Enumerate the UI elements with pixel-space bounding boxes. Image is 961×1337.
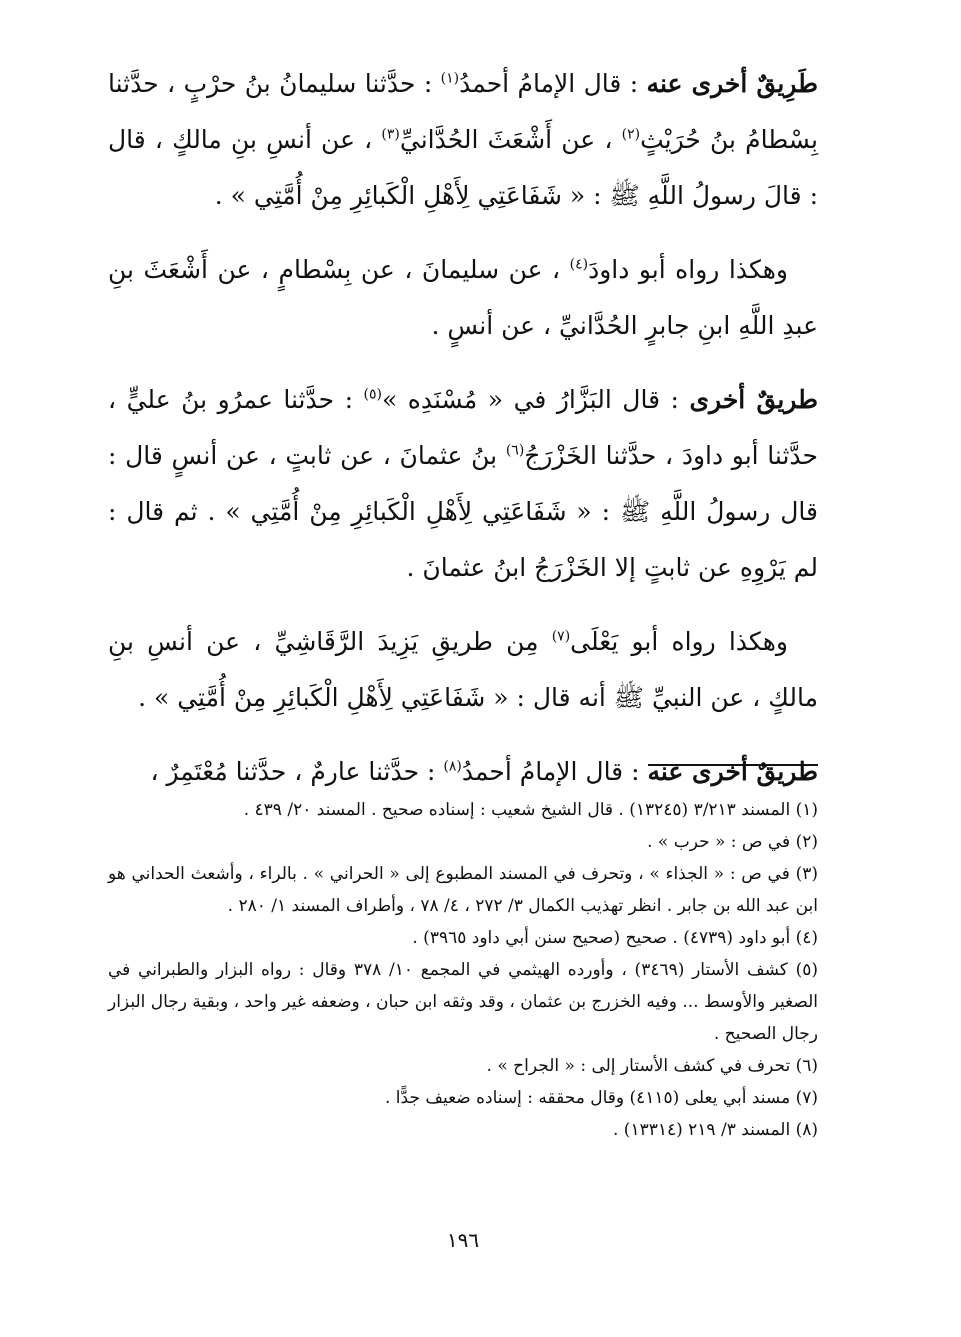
text-segment: ، عن أنسِ بنِ مالكٍ ، قال : قالَ رسولُ اللَّهِ ﷺ : « شَفَاعَتِي لِأَهْلِ الْكَبائِرِ مِنْ أُمَّتِي » . [108, 125, 818, 210]
text-segment: ، عن أَشْعَثَ الحُدَّانيِّ [399, 125, 622, 154]
footnote: (٥) كشف الأستار (٣٤٦٩) ، وأورده الهيثمي في المجمع ١٠/ ٣٧٨ وقال : رواه البزار والطبراني في الصغير والأوسط ... وفيه الخزرج بن عثمان ، وقد وثقه ابن حبان ، وضعفه غير واحد ، وبقية رجال البزار رجال الصحيح . [108, 960, 819, 1044]
footnote: (٤) أبو داود (٤٧٣٩) . صحيح (صحيح سنن أبي داود ٣٩٦٥) . [412, 928, 818, 948]
text-segment: : حدَّثنا سليمانُ بنُ حرْبٍ ، حدَّثنا بِسْطامُ بنُ حُرَيْثٍ [108, 69, 819, 154]
page-number: ١٩٦ [446, 1228, 480, 1252]
text-segment: وهكذا رواه أبو داودَ [588, 255, 789, 284]
footnote: (٢) في ص : « حرب » . [647, 832, 818, 852]
footnote-ref[interactable]: (٥) [363, 386, 382, 403]
paragraph-lead: طريقٌ أخرى [689, 385, 818, 414]
text-segment: : حدَّثنا عارمٌ ، حدَّثنا مُعْتَمِرٌ ، [150, 757, 444, 786]
footnote-ref[interactable]: (١) [440, 70, 460, 87]
footnote-ref[interactable]: (٤) [569, 256, 589, 273]
paragraph-lead: طَرِيقٌ أخرى عنه [646, 69, 818, 98]
text-segment: بنُ عثمانَ ، عن ثابتٍ ، عن أنسٍ قال : قال رسولُ اللَّهِ ﷺ : « شَفَاعَتِي لِأَهْلِ الْكَبائِرِ مِنْ أُمَّتِي » . ثم قال : لم يَرْوِهِ عن ثابتٍ إلا الخَزْرَجُ ابنُ عثمانَ . [108, 441, 818, 582]
text-segment: وهكذا رواه أبو يَعْلَى [570, 627, 788, 656]
paragraph [108, 744, 818, 800]
text-segment: ، عن سليمانَ ، عن بِسْطامٍ ، عن أَشْعَثَ بنِ عبدِ اللَّهِ ابنِ جابرٍ الحُدَّانيِّ ، عن أنسٍ . [108, 255, 818, 340]
footnote-ref[interactable]: (٣) [381, 126, 400, 143]
text-segment: : حدَّثنا عمرُو بنُ عليٍّ ، حدَّثنا أبو داودَ ، حدَّثنا الخَزْرَجُ [108, 385, 818, 470]
document-page [108, 56, 818, 1296]
text-segment: : قال الإمامُ أحمدُ [459, 69, 647, 98]
footnote: (٦) تحرف في كشف الأستار إلى : « الجراح » . [486, 1056, 818, 1076]
footnotes [108, 794, 818, 1146]
footnote-ref[interactable]: (٧) [551, 628, 571, 645]
footnote-ref[interactable]: (٦) [505, 442, 525, 459]
footnote: (٧) مسند أبي يعلى (٤١١٥) وقال محققه : إسناده ضعيف جدًّا . [385, 1088, 818, 1108]
paragraph [108, 242, 818, 354]
footnote-ref[interactable]: (٨) [443, 758, 462, 775]
paragraph [108, 614, 818, 726]
footnote-divider [648, 764, 818, 766]
paragraph [108, 372, 818, 596]
footnote-ref[interactable]: (٢) [621, 126, 641, 143]
text-segment: : قال الإمامُ أحمدُ [461, 757, 648, 786]
text-segment: مِن طريقِ يَزِيدَ الرَّقَاشِيِّ ، عن أنسِ بنِ مالكٍ ، عن النبيِّ ﷺ أنه قال : « شَفَاعَتِي لِأَهْلِ الْكَبائِرِ مِنْ أُمَّتِي » . [108, 627, 818, 712]
footnote: (٣) في ص : « الجذاء » ، وتحرف في المسند المطبوع إلى « الحراني » . بالراء ، وأشعث الحداني هو ابن عبد الله بن جابر . انظر تهذيب الكمال ٣/ ٢٧٢ ، ٤/ ٧٨ ، وأطراف المسند ١/ ٢٨٠ . [108, 864, 818, 916]
text-segment: : قال البَزَّارُ في « مُسْنَدِه » [381, 385, 690, 414]
main-text [108, 56, 818, 800]
paragraph-lead: طريقٌ أخرى عنه [647, 757, 818, 786]
paragraph [108, 56, 818, 224]
footnote: (٨) المسند ٣/ ٢١٩ (١٣٣١٤) . [612, 1120, 818, 1140]
footnote: (١) المسند ٣/٢١٣ (١٣٢٤٥) . قال الشيخ شعيب : إسناده صحيح . المسند ٢٠/ ٤٣٩ . [243, 800, 818, 820]
